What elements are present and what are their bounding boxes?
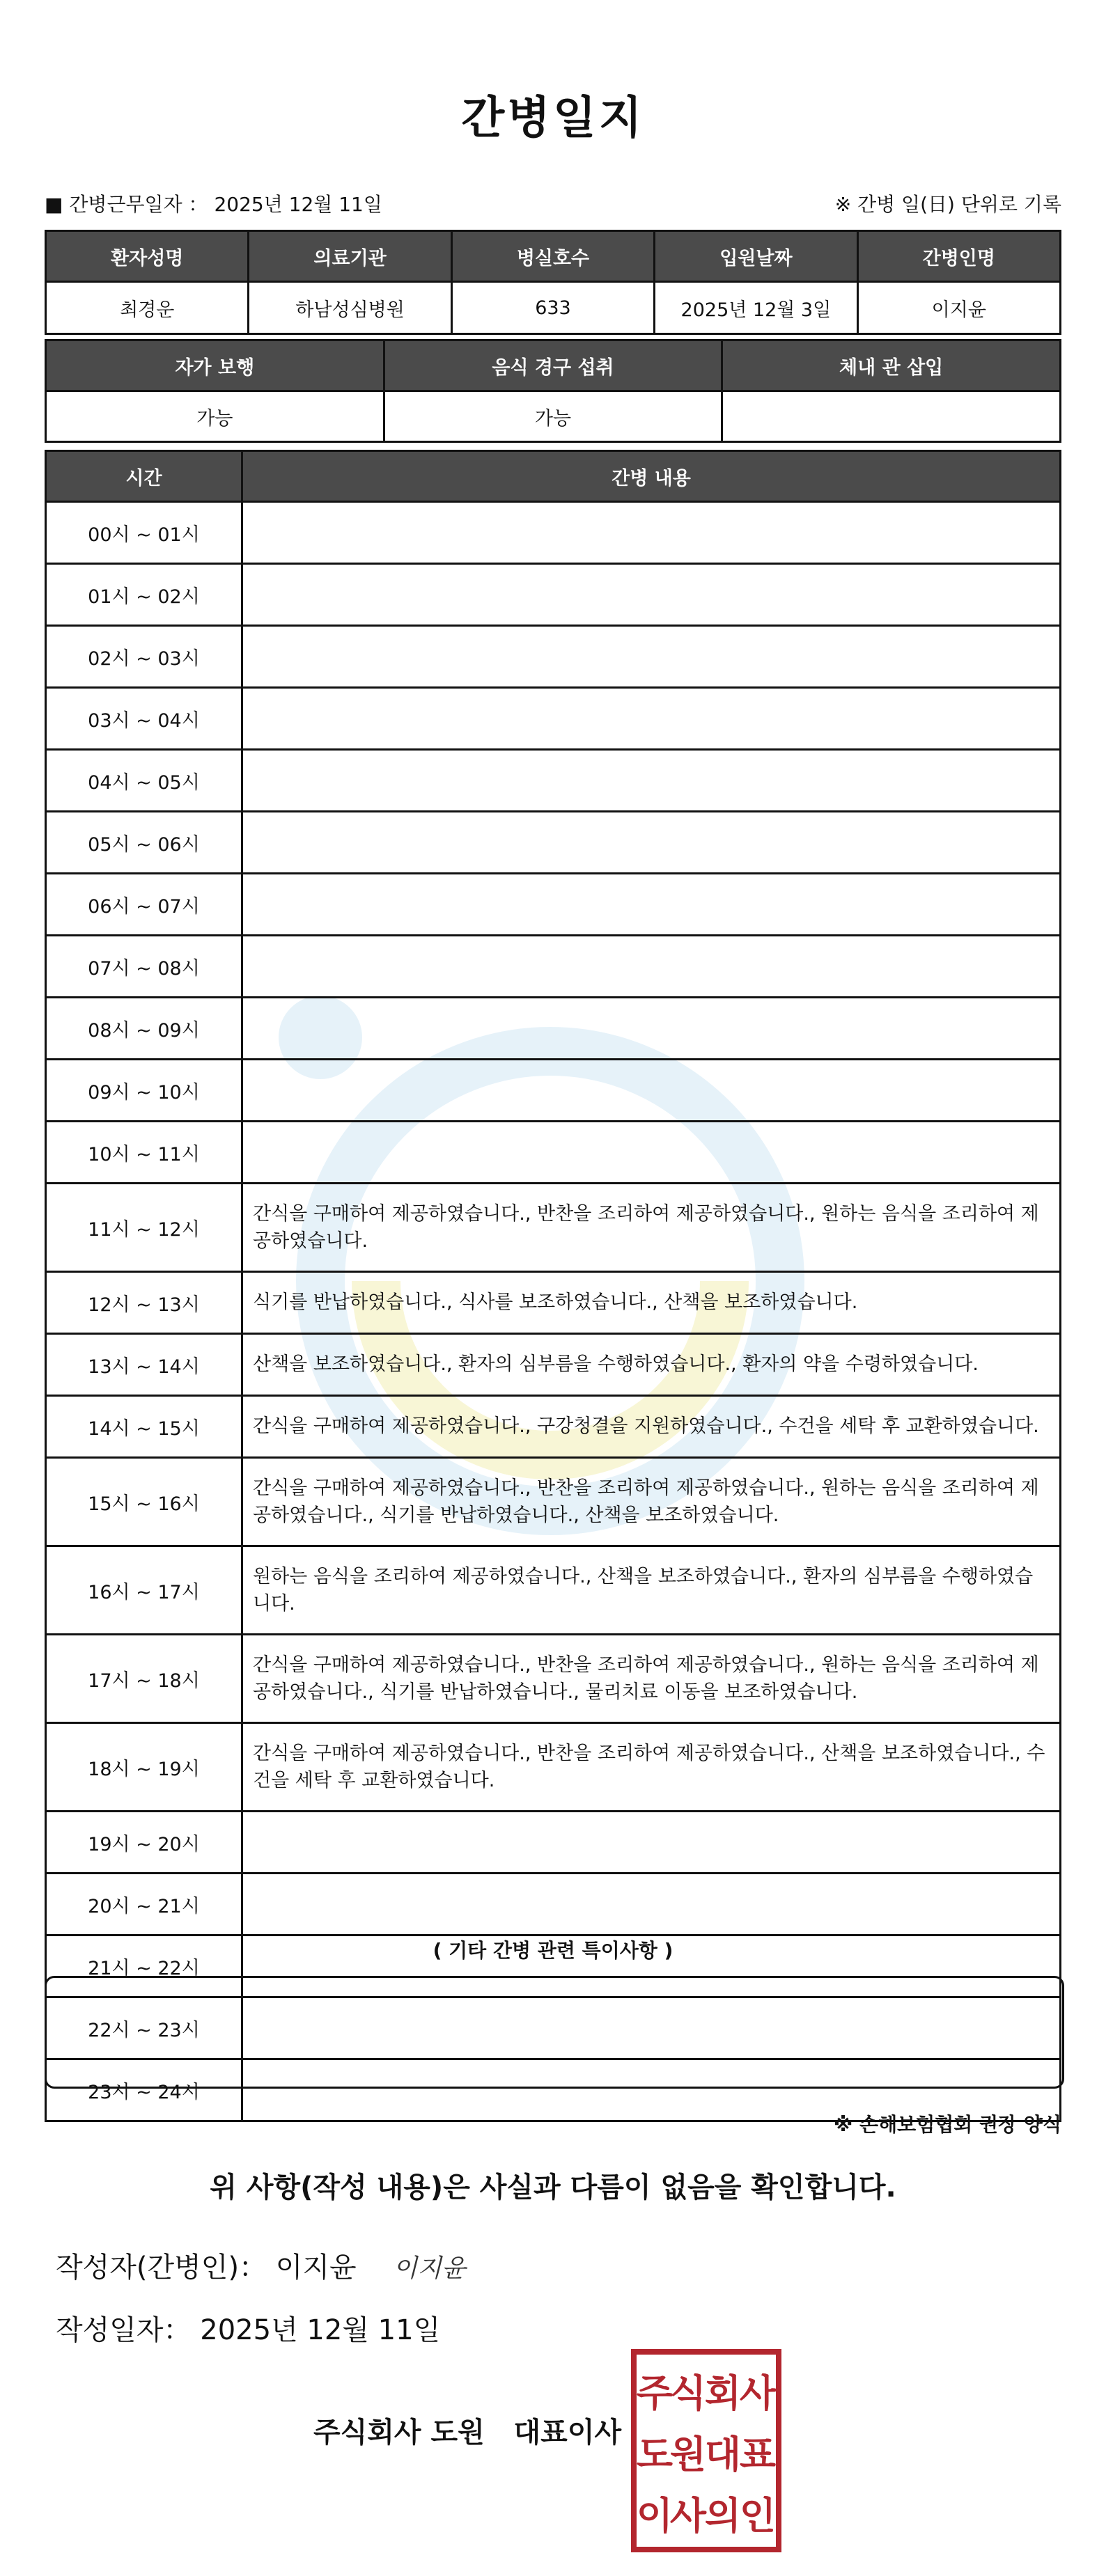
header-hospital: 의료기관 [249, 231, 451, 282]
table-row [46, 1184, 1061, 1272]
row-time: 08시 ~ 09시 [46, 998, 242, 1060]
date-label: 작성일자： [56, 2314, 192, 2346]
row-time: 18시 ~ 19시 [46, 1723, 242, 1812]
document-title: 간병일지 [461, 93, 645, 144]
row-content [242, 564, 1061, 626]
table-row [46, 1546, 1061, 1635]
header-admission-date: 입원날짜 [655, 231, 857, 282]
svg-text:식: 식 [669, 2371, 707, 2415]
tube-status [722, 391, 1061, 442]
table-row [46, 750, 1061, 812]
written-date-line [56, 2308, 440, 2348]
svg-text:이: 이 [636, 2494, 673, 2538]
table-row [46, 1812, 1061, 1874]
row-time: 20시 ~ 21시 [46, 1874, 242, 1935]
hospital-name: 하남성심병원 [249, 282, 451, 334]
table-row [46, 1122, 1061, 1184]
row-content: 원하는 음식을 조리하여 제공하였습니다., 산책을 보조하였습니다., 환자의 심부름을 수행하였습니다. [242, 1546, 1061, 1635]
row-content [242, 688, 1061, 750]
recommend-note: ※ 손해보험협회 권장 양식 [834, 2113, 1061, 2136]
row-time: 13시 ~ 14시 [46, 1334, 242, 1396]
row-content [242, 812, 1061, 874]
row-time: 05시 ~ 06시 [46, 812, 242, 874]
row-content: 간식을 구매하여 제공하였습니다., 반찬을 조리하여 제공하였습니다., 원하는 음식을 조리하여 제공하였습니다., 식기를 반납하였습니다., 산책을 보조하였습니다. [242, 1458, 1061, 1546]
svg-text:도: 도 [636, 2433, 673, 2476]
table-row [46, 812, 1061, 874]
date-value: 2025년 12월 11일 [200, 2314, 441, 2346]
table-row [46, 1458, 1061, 1546]
row-content: 간식을 구매하여 제공하였습니다., 반찬을 조리하여 제공하였습니다., 원하는 음식을 조리하여 제공하였습니다. [242, 1184, 1061, 1272]
header-care-content: 간병 내용 [242, 451, 1061, 502]
walking-status: 가능 [46, 391, 384, 442]
svg-text:주: 주 [636, 2371, 673, 2415]
row-time: 06시 ~ 07시 [46, 874, 242, 936]
row-time: 14시 ~ 15시 [46, 1396, 242, 1458]
table-row [46, 1635, 1061, 1723]
row-time: 17시 ~ 18시 [46, 1635, 242, 1723]
table-row [46, 688, 1061, 750]
table-row [46, 998, 1061, 1060]
row-content [242, 750, 1061, 812]
svg-text:원: 원 [669, 2433, 707, 2476]
table-row [46, 1272, 1061, 1334]
row-time: 11시 ~ 12시 [46, 1184, 242, 1272]
work-date-label: ■ 간병근무일자 ： 2025년 12월 11일 [45, 193, 382, 216]
company-ceo: 주식회사 도원 대표이사 [313, 2417, 622, 2449]
row-content [242, 502, 1061, 564]
row-time: 10시 ~ 11시 [46, 1122, 242, 1184]
row-content [242, 998, 1061, 1060]
header-oral-intake: 음식 경구 섭취 [384, 340, 722, 391]
svg-text:표: 표 [739, 2433, 777, 2476]
row-time: 19시 ~ 20시 [46, 1812, 242, 1874]
row-time: 12시 ~ 13시 [46, 1272, 242, 1334]
svg-text:인: 인 [739, 2494, 777, 2538]
row-time: 07시 ~ 08시 [46, 936, 242, 998]
oral-intake-status: 가능 [384, 391, 722, 442]
row-content [242, 626, 1061, 688]
svg-text:대: 대 [704, 2433, 742, 2476]
row-content: 간식을 구매하여 제공하였습니다., 반찬을 조리하여 제공하였습니다., 산책을 보조하였습니다., 수건을 세탁 후 교환하였습니다. [242, 1723, 1061, 1812]
row-content: 간식을 구매하여 제공하였습니다., 반찬을 조리하여 제공하였습니다., 원하는 음식을 조리하여 제공하였습니다., 식기를 반납하였습니다., 물리치료 이동을 보조하였습니다. [242, 1635, 1061, 1723]
row-time: 22시 ~ 23시 [46, 1997, 242, 2059]
row-time: 01시 ~ 02시 [46, 564, 242, 626]
header-walking: 자가 보행 [46, 340, 384, 391]
row-content [242, 874, 1061, 936]
writer-name: 이지윤 [275, 2252, 357, 2284]
row-content [242, 1122, 1061, 1184]
row-time: 15시 ~ 16시 [46, 1458, 242, 1546]
row-content: 산책을 보조하였습니다., 환자의 심부름을 수행하였습니다., 환자의 약을 수령하였습니다. [242, 1334, 1061, 1396]
table-row [46, 626, 1061, 688]
row-time: 23시 ~ 24시 [46, 2059, 242, 2121]
writer-line [56, 2245, 466, 2285]
row-content [242, 1812, 1061, 1874]
row-time: 16시 ~ 17시 [46, 1546, 242, 1635]
table-row [46, 1334, 1061, 1396]
header-room: 병실호수 [451, 231, 654, 282]
svg-text:사: 사 [739, 2371, 777, 2415]
patient-status-table [45, 339, 1061, 443]
admission-date: 2025년 12월 3일 [655, 282, 857, 334]
header-caregiver: 간병인명 [857, 231, 1060, 282]
patient-info-table [45, 230, 1061, 335]
row-time: 09시 ~ 10시 [46, 1060, 242, 1122]
row-time: 21시 ~ 22시 [46, 1935, 242, 1997]
row-content [242, 1874, 1061, 1935]
table-row [46, 1723, 1061, 1812]
row-time: 02시 ~ 03시 [46, 626, 242, 688]
row-time: 00시 ~ 01시 [46, 502, 242, 564]
table-row [46, 1396, 1061, 1458]
svg-text:사: 사 [669, 2494, 707, 2538]
row-content [242, 936, 1061, 998]
table-row [46, 874, 1061, 936]
header-tube: 체내 관 삽입 [722, 340, 1061, 391]
table-row [46, 936, 1061, 998]
remarks-title: ( 기타 간병 관련 특이사항 ) [433, 1939, 673, 1962]
row-content: 식기를 반납하였습니다., 식사를 보조하였습니다., 산책을 보조하였습니다. [242, 1272, 1061, 1334]
handwritten-signature: 이지윤 [393, 2254, 466, 2283]
table-row [46, 1874, 1061, 1935]
company-seal-stamp [631, 2349, 781, 2552]
record-note: ※ 간병 일(日) 단위로 기록 [834, 193, 1061, 216]
row-time: 04시 ~ 05시 [46, 750, 242, 812]
row-content: 간식을 구매하여 제공하였습니다., 구강청결을 지원하였습니다., 수건을 세탁 후 교환하였습니다. [242, 1396, 1061, 1458]
table-row [46, 502, 1061, 564]
svg-text:회: 회 [704, 2371, 742, 2415]
row-content [242, 1060, 1061, 1122]
room-number: 633 [451, 282, 654, 334]
header-patient-name: 환자성명 [46, 231, 249, 282]
confirm-statement: 위 사항(작성 내용)은 사실과 다름이 없음을 확인합니다. [210, 2171, 896, 2204]
care-log-table [45, 450, 1061, 2122]
header-time: 시간 [46, 451, 242, 502]
remarks-box [45, 1976, 1064, 2089]
patient-name: 최경운 [46, 282, 249, 334]
writer-label: 작성자(간병인)： [56, 2252, 267, 2284]
caregiver-name: 이지윤 [857, 282, 1060, 334]
row-time: 03시 ~ 04시 [46, 688, 242, 750]
table-row [46, 564, 1061, 626]
svg-text:의: 의 [704, 2494, 742, 2538]
meta-line [45, 189, 1061, 217]
table-row [46, 1060, 1061, 1122]
